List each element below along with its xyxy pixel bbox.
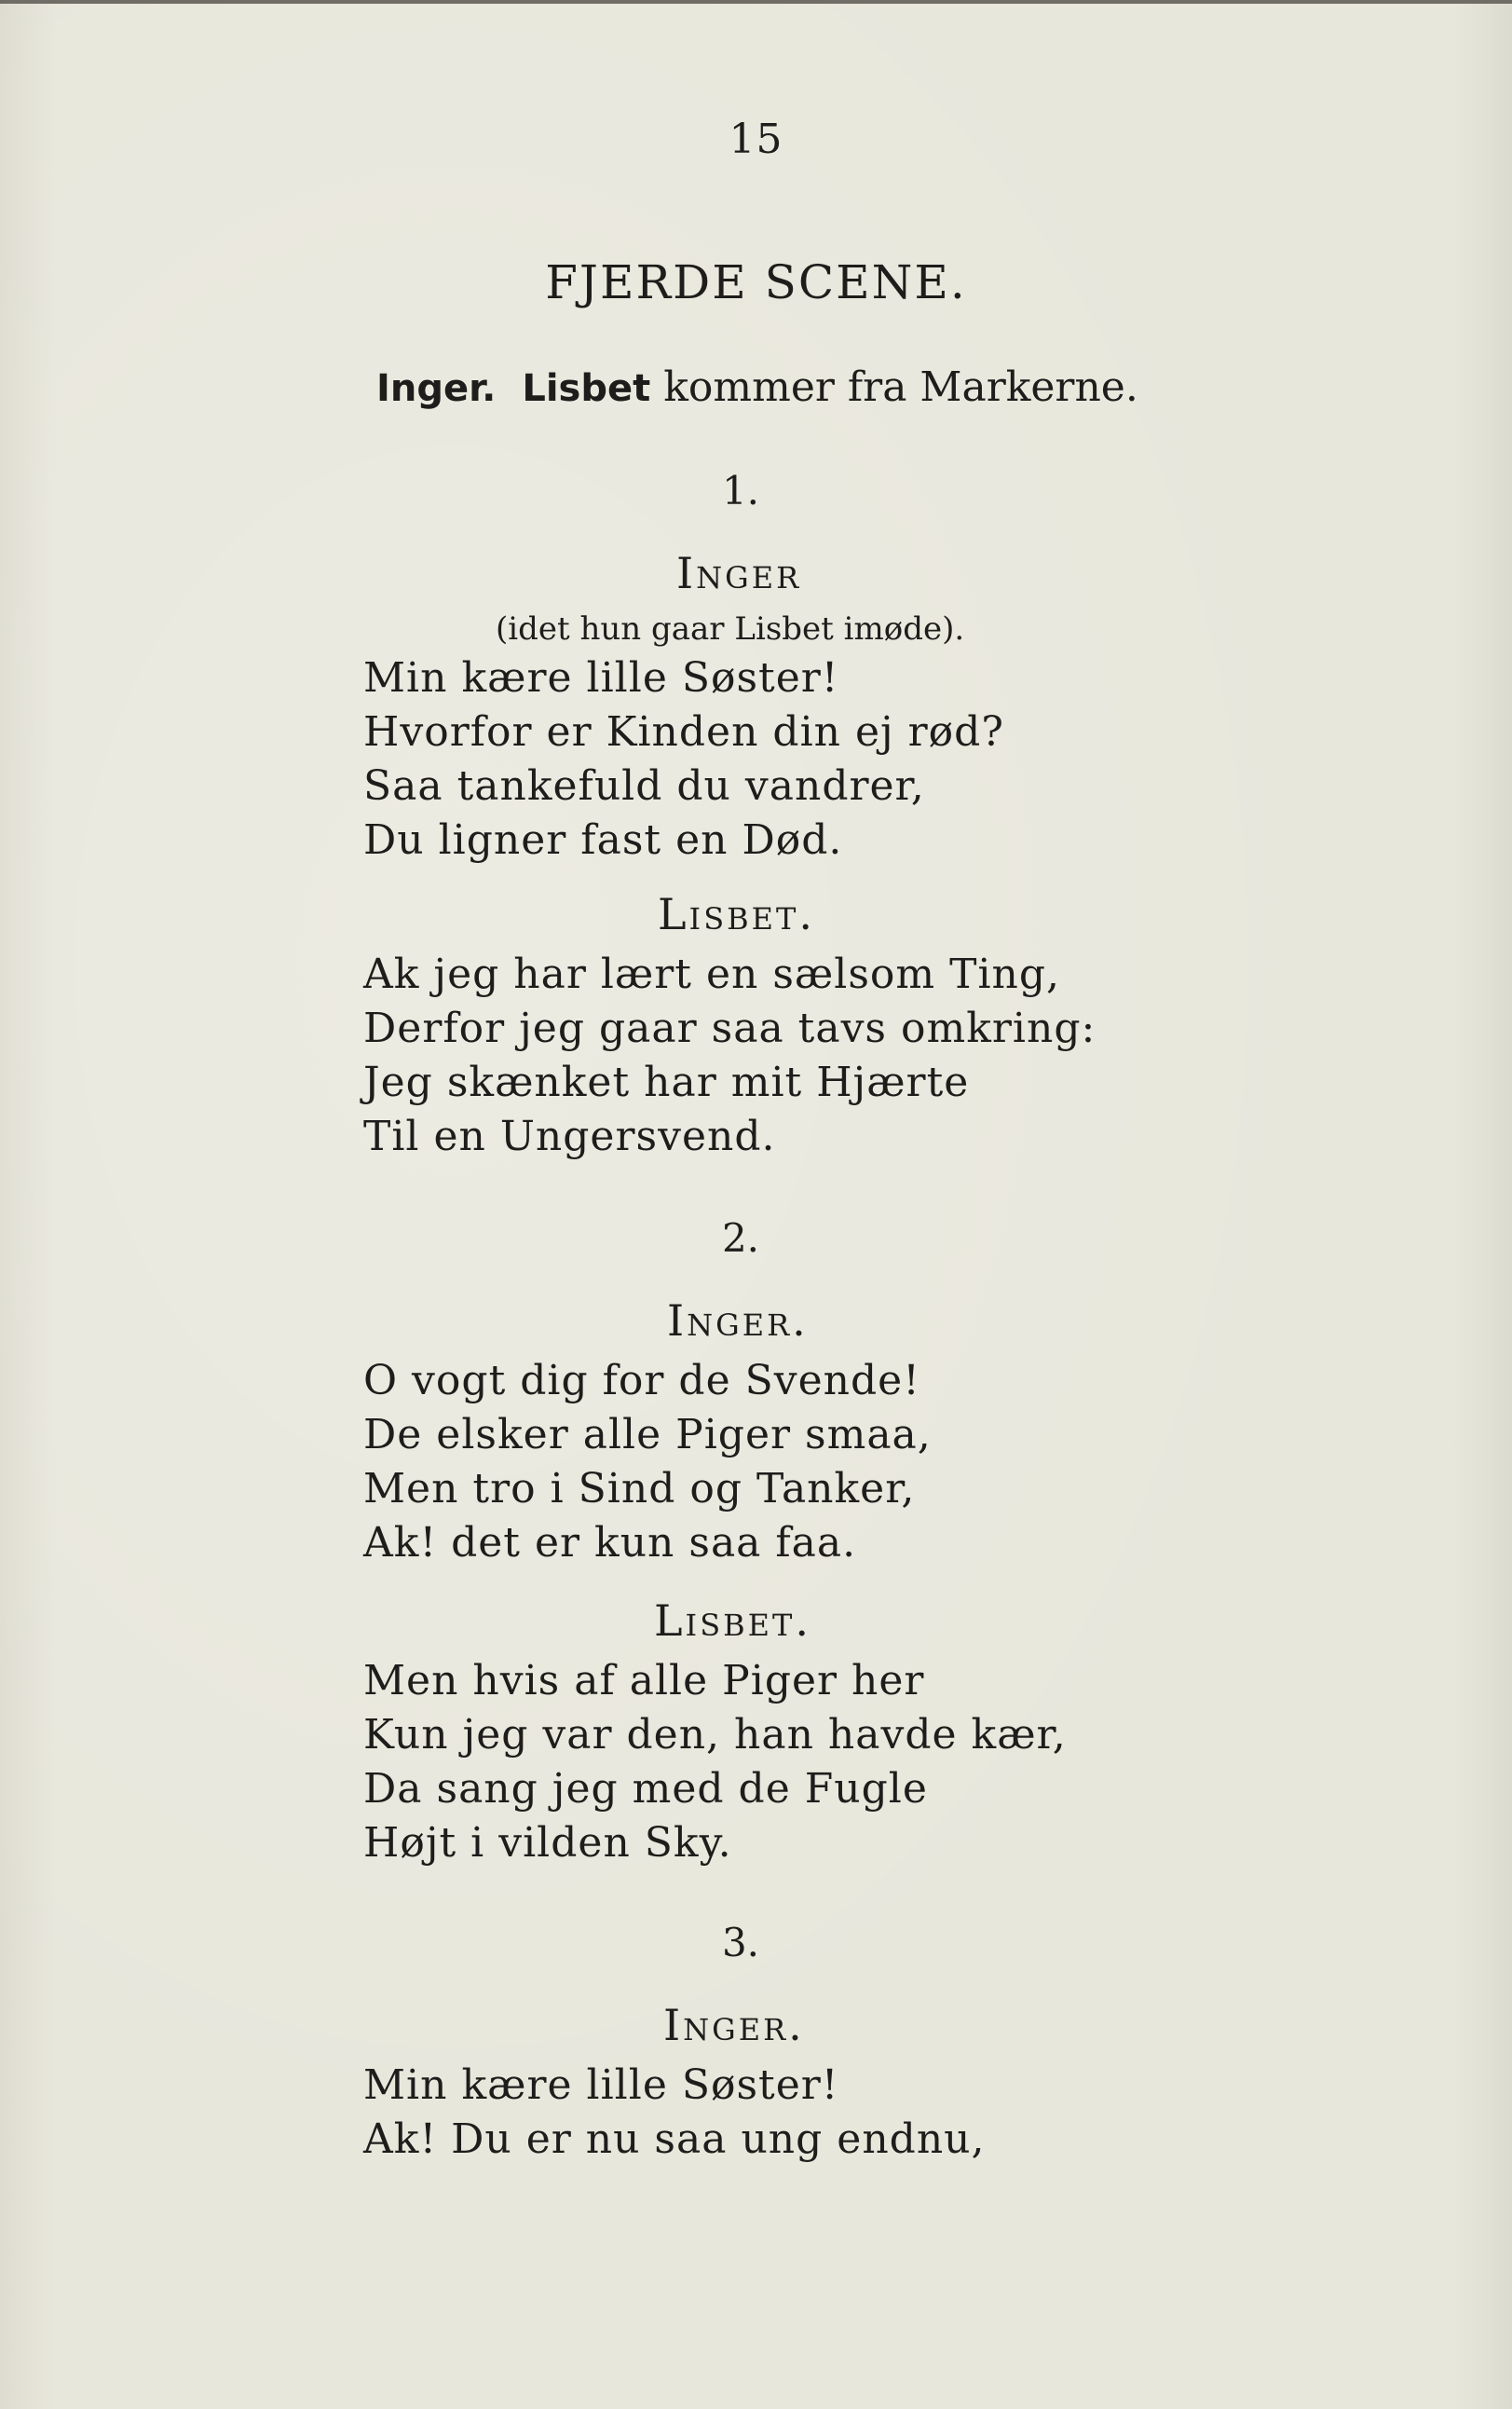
- verse-line: Derfor jeg gaar saa tavs omkring:: [363, 1005, 1097, 1052]
- cast-line: [376, 363, 1138, 411]
- verse-line: Min kære lille Søster!: [363, 2061, 839, 2109]
- stanza-number: 1.: [721, 468, 760, 513]
- verse-line: De elsker alle Piger smaa,: [363, 1411, 932, 1458]
- verse-line: Hvorfor er Kinden din ej rød?: [363, 708, 1004, 756]
- stanza-number: 2.: [721, 1215, 760, 1261]
- speaker-name: Inger: [676, 548, 802, 598]
- verse-line: O vogt dig for de Svende!: [363, 1357, 920, 1404]
- speaker-name: Lisbet.: [654, 1595, 811, 1646]
- stage-direction: (idet hun gaar Lisbet imøde).: [496, 610, 965, 648]
- page-top-edge: [0, 0, 1512, 4]
- cast-name-lisbet: Lisbet: [522, 367, 651, 410]
- speaker-name: Inger.: [663, 2000, 805, 2050]
- cast-name-inger: Inger.: [376, 367, 497, 410]
- verse-line: Ak jeg har lært en sælsom Ting,: [363, 951, 1061, 998]
- verse-line: Min kære lille Søster!: [363, 654, 839, 702]
- verse-line: Jeg skænket har mit Hjærte: [363, 1059, 970, 1106]
- verse-line: Højt i vilden Sky.: [363, 1819, 732, 1867]
- verse-line: Saa tankefuld du vandrer,: [363, 762, 925, 810]
- verse-line: Ak! Du er nu saa ung endnu,: [363, 2115, 986, 2163]
- speaker-name: Inger.: [667, 1295, 809, 1346]
- stanza-number: 3.: [721, 1920, 760, 1965]
- verse-line: Til en Ungersvend.: [363, 1113, 776, 1160]
- verse-line: Du ligner fast en Død.: [363, 816, 843, 864]
- page-number: 15: [729, 116, 783, 163]
- verse-line: Men hvis af alle Piger her: [363, 1657, 925, 1704]
- verse-line: Da sang jeg med de Fugle: [363, 1765, 928, 1813]
- speaker-name: Lisbet.: [658, 889, 815, 939]
- verse-line: Men tro i Sind og Tanker,: [363, 1465, 916, 1512]
- cast-direction: kommer fra Markerne.: [663, 363, 1138, 411]
- scene-heading: FJERDE SCENE.: [545, 255, 967, 309]
- verse-line: Kun jeg var den, han havde kær,: [363, 1711, 1067, 1759]
- verse-line: Ak! det er kun saa faa.: [363, 1519, 857, 1567]
